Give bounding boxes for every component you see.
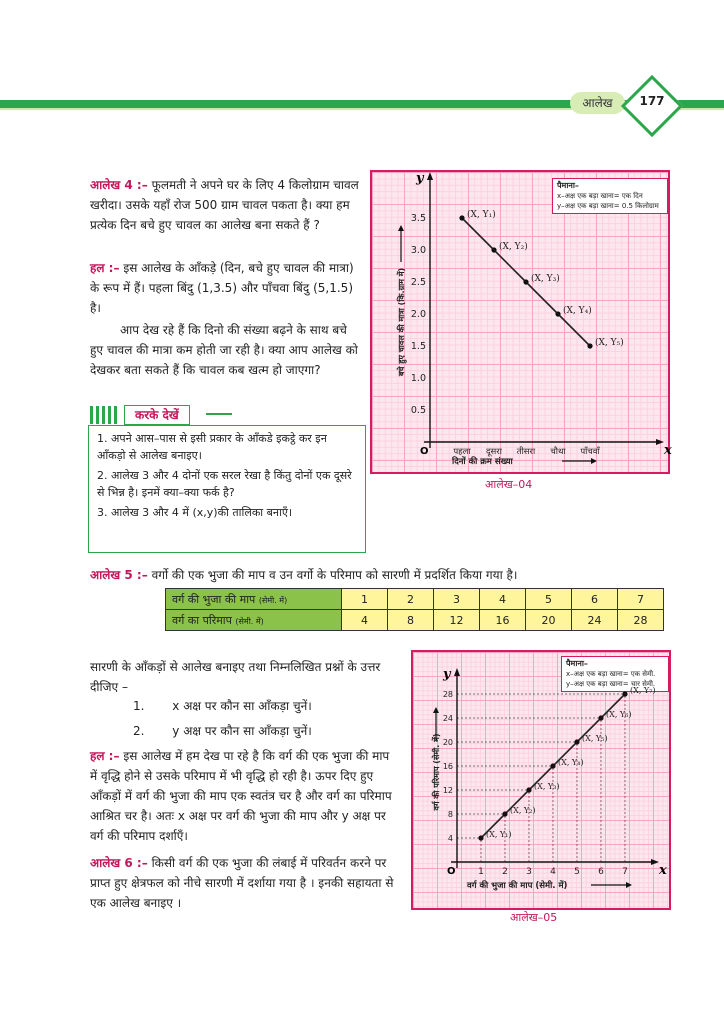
y-tick-label: 1.5 <box>410 341 426 352</box>
graph5-solution <box>90 746 400 846</box>
x-tick-label: 1 <box>478 867 484 877</box>
graph5-question-1 <box>133 696 403 716</box>
origin-label: O <box>447 866 456 877</box>
table-cell: 7 <box>618 589 664 610</box>
y-axis-letter: y <box>416 171 424 186</box>
x-axis-arrow <box>656 439 664 445</box>
graph4-observation: आप देख रहे हैं कि दिनो की संख्या बढ़ने के साथ बचे हुए चावल की मात्रा कम होती जा रही है। क्या आप आलेख को देखकर बता सकते हैं कि चावल कब खत्म हो जाएगा? <box>90 323 358 377</box>
perimeter-unit: (सेमी. में) <box>235 616 264 626</box>
question-2-number: 2. <box>133 724 145 738</box>
graph4-legend-title: पैमाना– <box>557 181 579 190</box>
table-cell: 12 <box>434 610 480 631</box>
y-axis-arrow <box>427 172 433 180</box>
y-tick-label: 28 <box>442 690 453 699</box>
x-tick-label: 2 <box>502 867 508 877</box>
x-tick-label: 7 <box>622 867 628 877</box>
try-box <box>88 425 366 553</box>
x-tick-label: 4 <box>550 867 556 877</box>
try-box-title-rule <box>206 413 232 415</box>
data-point <box>555 311 560 316</box>
data-point-label: (X, Y₆) <box>606 710 632 719</box>
x-axis-arrow <box>651 859 659 865</box>
origin-label: O <box>420 446 429 457</box>
graph5-text: वर्गो की एक भुजा की माप व उन वर्गो के परिमाप को सारणी में प्रदर्शित किया गया है। <box>151 568 518 582</box>
y-tick-label: 20 <box>442 738 453 747</box>
sides-label: वर्ग की भुजा की माप <box>172 592 256 606</box>
data-point <box>491 247 496 252</box>
table-row-perimeters <box>166 610 664 631</box>
question-2-text: y अक्ष पर कौन सा आँकड़ा चुनें। <box>172 724 312 738</box>
x-axis-letter: x <box>664 443 672 458</box>
table-cell: 28 <box>618 610 664 631</box>
data-point <box>459 215 464 220</box>
x-tick-label: चौथा <box>550 447 566 457</box>
try-box-title: करके देखें <box>124 405 190 425</box>
table-cell: 2 <box>388 589 434 610</box>
graph4-frame <box>370 170 670 474</box>
graph4-caption: आलेख–04 <box>485 478 533 491</box>
y-axis-title-arrowhead <box>398 225 404 231</box>
data-point <box>587 343 592 348</box>
graph4-legend-y: y–अक्ष एक बड़ा खाना= 0.5 किलोग्राम <box>557 202 659 210</box>
x-tick-label: दूसरा <box>486 447 502 457</box>
x-axis-title-arrowhead <box>626 882 632 888</box>
graph4-chart <box>372 171 672 472</box>
graph6-intro <box>90 853 400 913</box>
graph5-question-2 <box>133 721 403 741</box>
graph4-legend-x: x–अक्ष एक बड़ा खाना= एक दिन <box>557 192 643 200</box>
graph5-legend-title: पैमाना– <box>566 659 588 668</box>
y-tick-label: 2.0 <box>410 309 426 320</box>
y-tick-label: 1.0 <box>410 373 426 384</box>
try-item-2: 2. आलेख 3 और 4 दोनों एक सरल रेखा है किंतु दोनों एक दूसरे से भिन्न है। इनमें क्या–क्या फर्क है? <box>97 469 352 499</box>
y-tick-label: 3.0 <box>410 245 426 256</box>
y-tick-label: 4 <box>447 834 453 843</box>
graph4-problem <box>90 175 360 235</box>
graph5-solution-text: इस आलेख में हम देख पा रहे है कि वर्ग की एक भुजा की माप में वृद्धि होने से उसके परिमाप में भी वृद्धि हो रही है। ऊपर दिए हुए आँकड़ों में वर्ग की भुजा की माप एक स्वतंत्र चर है और वर्ग का परिमाप आश्रित चर है। अतः x अक्ष पर वर्ग की भुजा की माप और y अक्ष पर वर्ग की परिमाप दर्शाएँ। <box>90 749 392 843</box>
graph6-text: किसी वर्ग की एक भुजा की लंबाई में परिवर्तन करने पर प्राप्त हुए क्षेत्रफल को नीचे सारणी में दर्शाया गया है । इनकी सहायता से एक आलेख बनाइए । <box>90 856 394 910</box>
try-item-1: 1. अपने आस–पास से इसी प्रकार के आँकडे इकट्ठे कर इन आँकड़ो से आलेख बनाइए। <box>97 432 327 462</box>
table-cell: 8 <box>388 610 434 631</box>
y-tick-label: 2.5 <box>410 277 426 288</box>
y-tick-label: 0.5 <box>410 405 426 416</box>
table-cell: 6 <box>572 589 618 610</box>
y-tick-label: 8 <box>447 810 453 819</box>
table-cell: 4 <box>342 610 388 631</box>
perimeter-label: वर्ग का परिमाप <box>172 613 232 627</box>
graph4-text: फूलमती ने अपने घर के लिए 4 किलोग्राम चावल खरीदा। उसके यहाँ रोज 500 ग्राम चावल पकता है। क्या हम प्रत्येक दिन बचे हुए चावल का आलेख बना सकते हैं ? <box>90 178 359 232</box>
graph5-heading: आलेख 5 :– <box>90 568 148 582</box>
chapter-tag: आलेख <box>570 92 625 114</box>
try-box-stripes <box>90 406 120 424</box>
data-point-label: (X, Y₂) <box>510 806 536 815</box>
try-item-3: 3. आलेख 3 और 4 में (x,y)की तालिका बनाएँ। <box>97 506 293 519</box>
data-point <box>622 691 627 696</box>
data-point <box>502 811 507 816</box>
graph4-solution-text: इस आलेख के आँकड़े (दिन, बचे हुए चावल की मात्रा) के रूप में हैं। पहला बिंदु (1,3.5) और पाँचवा बिंदु (5,1.5) है। <box>90 261 354 315</box>
y-axis-title-arrowhead <box>433 707 439 713</box>
x-axis-title: दिनों की क्रम संख्या <box>452 457 513 467</box>
x-axis-letter: x <box>659 863 667 878</box>
data-point-label: (X, Y₄) <box>563 306 592 316</box>
y-axis-title: वर्ग की परिमाप (सेमी. में) <box>432 733 441 811</box>
data-point-label: (X, Y₂) <box>499 242 528 252</box>
y-tick-label: 16 <box>442 762 453 771</box>
graph5-legend-x: x–अक्ष एक बड़ा खाना= एक सेमी. <box>566 670 656 678</box>
data-point-label: (X, Y₇) <box>630 686 656 695</box>
table-label-sides <box>166 589 342 610</box>
data-point-label: (X, Y₅) <box>582 734 608 743</box>
data-point <box>550 763 555 768</box>
x-tick-label: 5 <box>574 867 580 877</box>
y-tick-label: 24 <box>442 714 453 723</box>
data-point <box>526 787 531 792</box>
x-tick-label: तीसरा <box>516 447 536 457</box>
x-tick-label: पहला <box>453 447 471 457</box>
data-point-label: (X, Y₁) <box>486 830 512 839</box>
data-point <box>523 279 528 284</box>
table-label-perimeters <box>166 610 342 631</box>
y-tick-label: 3.5 <box>410 213 426 224</box>
x-tick-label: 6 <box>598 867 604 877</box>
table-cell: 20 <box>526 610 572 631</box>
graph6-heading: आलेख 6 :– <box>90 856 148 870</box>
table-cell: 16 <box>480 610 526 631</box>
table-cell: 1 <box>342 589 388 610</box>
sides-unit: (सेमी. में) <box>258 595 288 605</box>
graph4-heading: आलेख 4 :– <box>90 178 148 192</box>
x-tick-label: पाँचवाँ <box>580 447 600 457</box>
y-tick-label: 12 <box>442 786 453 795</box>
table-row-sides <box>166 589 664 610</box>
graph5-frame <box>411 650 671 910</box>
table-cell: 3 <box>434 589 480 610</box>
graph5-solution-label: हल :– <box>90 749 120 763</box>
graph5-chart <box>413 652 669 908</box>
table-cell: 24 <box>572 610 618 631</box>
page-number: 177 <box>639 94 665 108</box>
data-point-label: (X, Y₃) <box>531 274 560 284</box>
graph4-solution <box>90 258 360 318</box>
data-point <box>598 715 603 720</box>
data-point <box>574 739 579 744</box>
question-1-number: 1. <box>133 699 145 713</box>
y-axis-arrow <box>454 668 460 676</box>
graph5-intro <box>90 565 650 585</box>
graph5-caption: आलेख–05 <box>510 911 558 924</box>
x-tick-label: 3 <box>526 867 532 877</box>
x-axis-title-arrowhead <box>591 458 597 464</box>
graph4-solution-label: हल :– <box>90 261 120 275</box>
table-cell: 5 <box>526 589 572 610</box>
graph5-table <box>165 588 664 631</box>
data-point-label: (X, Y₃) <box>534 782 560 791</box>
x-axis-title: वर्ग की भुजा की माप (सेमी. में) <box>467 881 568 891</box>
data-point-label: (X, Y₅) <box>595 338 624 348</box>
y-axis-letter: y <box>443 667 451 682</box>
question-1-text: x अक्ष पर कौन सा आँकड़ा चुनें। <box>172 699 312 713</box>
data-point-label: (X, Y₁) <box>467 210 496 220</box>
graph5-legend-y: y–अक्ष एक बड़ा खाना= चार सेमी. <box>566 680 656 688</box>
y-axis-title: बचे हुए चावल की मात्रा (कि.ग्राम में) <box>397 267 406 377</box>
data-point <box>478 835 483 840</box>
table-cell: 4 <box>480 589 526 610</box>
data-point-label: (X, Y₄) <box>558 758 584 767</box>
graph5-question-intro: सारणी के आँकड़ों से आलेख बनाइए तथा निम्नलिखित प्रश्नों के उत्तर दीजिए – <box>90 660 381 694</box>
